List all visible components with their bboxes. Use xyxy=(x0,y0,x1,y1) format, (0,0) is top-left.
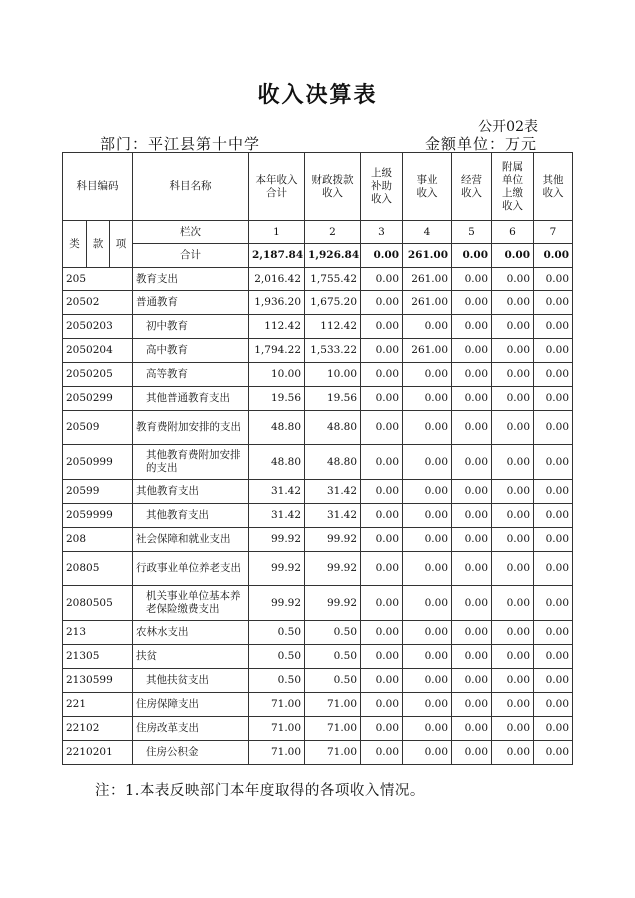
amount-cell: 0.00 xyxy=(492,693,534,717)
amount-cell: 0.00 xyxy=(534,504,573,528)
amount-cell: 0.00 xyxy=(452,363,492,387)
amount-cell: 112.42 xyxy=(249,315,305,339)
col-number: 4 xyxy=(403,221,452,244)
department-label: 部门：平江县第十中学 xyxy=(100,135,261,153)
table-row xyxy=(63,339,573,363)
amount-cell: 0.00 xyxy=(361,717,403,741)
amount-cell: 0.00 xyxy=(534,268,573,291)
total-value: 0.00 xyxy=(534,244,573,268)
total-value: 261.00 xyxy=(403,244,452,268)
table-row xyxy=(63,645,573,669)
table-row xyxy=(63,291,573,315)
col-number: 1 xyxy=(249,221,305,244)
amount-cell: 0.00 xyxy=(403,445,452,480)
header-superior xyxy=(361,153,403,221)
col-number: 2 xyxy=(305,221,361,244)
header-line: 收入 xyxy=(542,186,564,199)
amount-cell: 0.00 xyxy=(403,315,452,339)
amount-cell: 0.00 xyxy=(492,741,534,765)
amount-cell: 0.00 xyxy=(452,445,492,480)
amount-cell: 0.00 xyxy=(452,387,492,411)
header-line: 经营 xyxy=(461,173,483,186)
subject-code: 2050999 xyxy=(63,445,133,480)
header-lei: 类 xyxy=(63,221,87,268)
amount-cell: 0.00 xyxy=(452,621,492,645)
amount-cell: 261.00 xyxy=(403,268,452,291)
amount-cell: 0.00 xyxy=(403,363,452,387)
amount-cell: 0.00 xyxy=(403,741,452,765)
table-row xyxy=(63,621,573,645)
amount-cell: 0.00 xyxy=(492,504,534,528)
header-line: 事业 xyxy=(416,173,438,186)
subject-name: 其他教育费附加安排的支出 xyxy=(133,445,249,480)
amount-cell: 0.00 xyxy=(403,717,452,741)
amount-cell: 0.00 xyxy=(492,291,534,315)
amount-cell: 0.00 xyxy=(361,693,403,717)
amount-cell: 48.80 xyxy=(305,445,361,480)
amount-cell: 0.00 xyxy=(361,504,403,528)
amount-cell: 1,755.42 xyxy=(305,268,361,291)
subject-name: 普通教育 xyxy=(133,291,249,315)
total-value: 1,926.84 xyxy=(305,244,361,268)
amount-cell: 0.00 xyxy=(452,504,492,528)
header-line: 收入 xyxy=(322,186,344,199)
subject-code: 20509 xyxy=(63,411,133,445)
amount-cell: 0.00 xyxy=(534,363,573,387)
amount-cell: 0.00 xyxy=(403,552,452,586)
amount-cell: 0.00 xyxy=(361,315,403,339)
col-number: 5 xyxy=(452,221,492,244)
amount-cell: 0.00 xyxy=(361,528,403,552)
subject-code: 2130599 xyxy=(63,669,133,693)
amount-cell: 0.50 xyxy=(305,645,361,669)
subject-name: 高中教育 xyxy=(133,339,249,363)
amount-cell: 0.00 xyxy=(534,445,573,480)
table-row xyxy=(63,480,573,504)
amount-cell: 0.00 xyxy=(452,741,492,765)
amount-cell: 0.00 xyxy=(534,339,573,363)
col-number: 3 xyxy=(361,221,403,244)
subject-code: 2050203 xyxy=(63,315,133,339)
amount-cell: 0.00 xyxy=(534,387,573,411)
header-line: 收入 xyxy=(416,186,438,199)
amount-cell: 71.00 xyxy=(249,741,305,765)
table-row xyxy=(63,504,573,528)
amount-cell: 0.00 xyxy=(452,480,492,504)
column-number-row xyxy=(63,221,573,244)
subject-name: 教育支出 xyxy=(133,268,249,291)
amount-cell: 0.00 xyxy=(534,315,573,339)
amount-cell: 0.00 xyxy=(403,528,452,552)
subject-code: 2080505 xyxy=(63,586,133,621)
subject-name: 扶贫 xyxy=(133,645,249,669)
amount-cell: 0.00 xyxy=(492,480,534,504)
amount-cell: 0.00 xyxy=(452,552,492,586)
subject-name: 机关事业单位基本养老保险缴费支出 xyxy=(133,586,249,621)
subject-code: 221 xyxy=(63,693,133,717)
amount-cell: 31.42 xyxy=(305,480,361,504)
amount-cell: 0.00 xyxy=(452,315,492,339)
amount-cell: 19.56 xyxy=(305,387,361,411)
amount-cell: 99.92 xyxy=(305,586,361,621)
header-line: 本年收入 xyxy=(255,173,298,186)
subject-name: 农林水支出 xyxy=(133,621,249,645)
subject-name: 行政事业单位养老支出 xyxy=(133,552,249,586)
amount-cell: 0.00 xyxy=(492,339,534,363)
amount-cell: 0.00 xyxy=(492,411,534,445)
table-row xyxy=(63,586,573,621)
subject-code: 208 xyxy=(63,528,133,552)
amount-cell: 0.00 xyxy=(534,741,573,765)
amount-cell: 99.92 xyxy=(249,586,305,621)
amount-cell: 0.00 xyxy=(492,268,534,291)
amount-cell: 0.00 xyxy=(492,363,534,387)
form-number: 公开02表 xyxy=(478,119,538,135)
total-value: 2,187.84 xyxy=(249,244,305,268)
amount-cell: 0.00 xyxy=(452,268,492,291)
amount-cell: 0.50 xyxy=(249,669,305,693)
amount-cell: 99.92 xyxy=(305,552,361,586)
table-row xyxy=(63,717,573,741)
subject-name: 其他扶贫支出 xyxy=(133,669,249,693)
amount-cell: 0.00 xyxy=(403,645,452,669)
amount-cell: 31.42 xyxy=(305,504,361,528)
amount-cell: 0.00 xyxy=(492,645,534,669)
amount-cell: 0.00 xyxy=(361,586,403,621)
col-number: 7 xyxy=(534,221,573,244)
amount-cell: 0.00 xyxy=(452,645,492,669)
table-row xyxy=(63,363,573,387)
amount-cell: 48.80 xyxy=(249,445,305,480)
amount-cell: 0.00 xyxy=(534,411,573,445)
subject-name: 住房改革支出 xyxy=(133,717,249,741)
header-code: 科目编码 xyxy=(63,153,133,221)
amount-cell: 31.42 xyxy=(249,480,305,504)
subject-name: 社会保障和就业支出 xyxy=(133,528,249,552)
amount-cell: 0.00 xyxy=(534,669,573,693)
amount-cell: 0.00 xyxy=(534,552,573,586)
amount-cell: 1,533.22 xyxy=(305,339,361,363)
amount-cell: 112.42 xyxy=(305,315,361,339)
amount-cell: 0.00 xyxy=(452,411,492,445)
subject-code: 2050204 xyxy=(63,339,133,363)
total-value: 0.00 xyxy=(492,244,534,268)
header-line: 合计 xyxy=(266,186,288,199)
table-row xyxy=(63,268,573,291)
amount-cell: 0.00 xyxy=(534,480,573,504)
subject-name: 初中教育 xyxy=(133,315,249,339)
amount-cell: 71.00 xyxy=(305,741,361,765)
amount-cell: 0.50 xyxy=(305,621,361,645)
amount-cell: 0.00 xyxy=(492,669,534,693)
amount-cell: 0.00 xyxy=(534,693,573,717)
amount-cell: 0.00 xyxy=(492,387,534,411)
header-affiliated xyxy=(492,153,534,221)
subject-name: 其他普通教育支出 xyxy=(133,387,249,411)
header-name: 科目名称 xyxy=(133,153,249,221)
amount-cell: 0.00 xyxy=(534,528,573,552)
subject-code: 2050299 xyxy=(63,387,133,411)
amount-cell: 0.50 xyxy=(305,669,361,693)
table-row xyxy=(63,445,573,480)
header-business xyxy=(403,153,452,221)
subject-code: 2050205 xyxy=(63,363,133,387)
amount-cell: 31.42 xyxy=(249,504,305,528)
amount-cell: 0.50 xyxy=(249,645,305,669)
amount-cell: 0.00 xyxy=(452,586,492,621)
header-line: 收入 xyxy=(502,199,524,212)
amount-cell: 2,016.42 xyxy=(249,268,305,291)
header-row xyxy=(63,153,573,221)
table-row xyxy=(63,693,573,717)
footnote: 注：1.本表反映部门本年度取得的各项收入情况。 xyxy=(95,783,425,799)
amount-cell: 0.00 xyxy=(534,717,573,741)
subject-code: 20502 xyxy=(63,291,133,315)
header-line: 收入 xyxy=(461,186,483,199)
amount-cell: 0.00 xyxy=(452,291,492,315)
amount-cell: 0.00 xyxy=(361,445,403,480)
total-value: 0.00 xyxy=(361,244,403,268)
subject-name: 住房公积金 xyxy=(133,741,249,765)
subject-name: 其他教育支出 xyxy=(133,504,249,528)
amount-cell: 0.00 xyxy=(361,552,403,586)
table-row xyxy=(63,741,573,765)
amount-cell: 0.00 xyxy=(361,363,403,387)
total-row xyxy=(63,244,573,268)
amount-cell: 48.80 xyxy=(249,411,305,445)
amount-cell: 0.00 xyxy=(361,339,403,363)
amount-cell: 10.00 xyxy=(305,363,361,387)
header-operating xyxy=(452,153,492,221)
amount-cell: 0.00 xyxy=(361,387,403,411)
header-total xyxy=(249,153,305,221)
table-row xyxy=(63,552,573,586)
amount-cell: 0.00 xyxy=(492,315,534,339)
amount-cell: 71.00 xyxy=(249,693,305,717)
subject-name: 教育费附加安排的支出 xyxy=(133,411,249,445)
table-row xyxy=(63,387,573,411)
amount-cell: 0.00 xyxy=(361,669,403,693)
amount-cell: 0.00 xyxy=(403,387,452,411)
amount-cell: 0.00 xyxy=(361,621,403,645)
page-title: 收入决算表 xyxy=(257,82,378,108)
header-other xyxy=(534,153,573,221)
amount-cell: 48.80 xyxy=(305,411,361,445)
amount-cell: 0.00 xyxy=(403,504,452,528)
table-row xyxy=(63,315,573,339)
subject-code: 213 xyxy=(63,621,133,645)
amount-cell: 0.50 xyxy=(249,621,305,645)
amount-cell: 0.00 xyxy=(534,586,573,621)
amount-cell: 99.92 xyxy=(305,528,361,552)
amount-cell: 0.00 xyxy=(492,445,534,480)
amount-cell: 261.00 xyxy=(403,291,452,315)
header-lanci: 栏次 xyxy=(133,221,249,244)
subject-code: 20805 xyxy=(63,552,133,586)
total-label: 合计 xyxy=(133,244,249,268)
header-line: 财政拨款 xyxy=(311,173,354,186)
amount-cell: 71.00 xyxy=(305,717,361,741)
subject-name: 其他教育支出 xyxy=(133,480,249,504)
amount-cell: 71.00 xyxy=(249,717,305,741)
amount-cell: 0.00 xyxy=(403,621,452,645)
header-line: 其他 xyxy=(542,173,564,186)
table-row xyxy=(63,528,573,552)
amount-cell: 0.00 xyxy=(492,528,534,552)
amount-cell: 1,794.22 xyxy=(249,339,305,363)
subject-code: 205 xyxy=(63,268,133,291)
amount-cell: 0.00 xyxy=(361,268,403,291)
income-table xyxy=(62,152,573,765)
amount-cell: 99.92 xyxy=(249,552,305,586)
header-line: 附属 xyxy=(502,160,524,173)
total-value: 0.00 xyxy=(452,244,492,268)
header-line: 收入 xyxy=(371,193,393,205)
amount-unit-label: 金额单位：万元 xyxy=(425,135,538,153)
header-line: 上级 xyxy=(371,167,393,179)
amount-cell: 0.00 xyxy=(361,741,403,765)
amount-cell: 19.56 xyxy=(249,387,305,411)
amount-cell: 0.00 xyxy=(403,669,452,693)
amount-cell: 0.00 xyxy=(403,411,452,445)
amount-cell: 0.00 xyxy=(403,693,452,717)
amount-cell: 0.00 xyxy=(492,552,534,586)
subject-name: 住房保障支出 xyxy=(133,693,249,717)
subject-code: 20599 xyxy=(63,480,133,504)
amount-cell: 261.00 xyxy=(403,339,452,363)
subject-code: 22102 xyxy=(63,717,133,741)
subject-code: 2210201 xyxy=(63,741,133,765)
amount-cell: 0.00 xyxy=(361,291,403,315)
amount-cell: 0.00 xyxy=(492,621,534,645)
header-line: 单位 xyxy=(502,173,524,186)
amount-cell: 10.00 xyxy=(249,363,305,387)
amount-cell: 0.00 xyxy=(361,480,403,504)
amount-cell: 1,936.20 xyxy=(249,291,305,315)
amount-cell: 0.00 xyxy=(452,339,492,363)
amount-cell: 0.00 xyxy=(403,480,452,504)
amount-cell: 0.00 xyxy=(534,291,573,315)
subject-code: 2059999 xyxy=(63,504,133,528)
amount-cell: 0.00 xyxy=(361,645,403,669)
amount-cell: 99.92 xyxy=(249,528,305,552)
subject-name: 高等教育 xyxy=(133,363,249,387)
table-row xyxy=(63,411,573,445)
header-kuan: 款 xyxy=(87,221,110,268)
header-xiang: 项 xyxy=(110,221,133,268)
amount-cell: 0.00 xyxy=(452,669,492,693)
table-row xyxy=(63,669,573,693)
amount-cell: 0.00 xyxy=(534,621,573,645)
amount-cell: 0.00 xyxy=(452,528,492,552)
header-fiscal xyxy=(305,153,361,221)
amount-cell: 71.00 xyxy=(305,693,361,717)
amount-cell: 0.00 xyxy=(492,586,534,621)
col-number: 6 xyxy=(492,221,534,244)
amount-cell: 1,675.20 xyxy=(305,291,361,315)
amount-cell: 0.00 xyxy=(361,411,403,445)
header-line: 上缴 xyxy=(502,186,524,199)
amount-cell: 0.00 xyxy=(452,717,492,741)
amount-cell: 0.00 xyxy=(452,693,492,717)
subject-code: 21305 xyxy=(63,645,133,669)
amount-cell: 0.00 xyxy=(403,586,452,621)
header-line: 补助 xyxy=(371,180,393,192)
amount-cell: 0.00 xyxy=(492,717,534,741)
amount-cell: 0.00 xyxy=(534,645,573,669)
